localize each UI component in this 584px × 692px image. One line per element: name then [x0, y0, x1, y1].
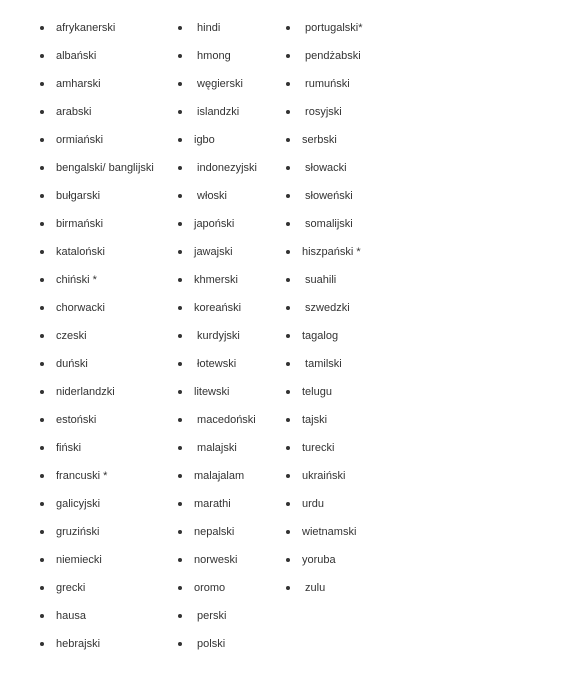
list-item — [40, 126, 154, 154]
language-name: wietnamski — [302, 526, 357, 538]
bullet-icon — [40, 334, 44, 338]
bullet-icon — [40, 222, 44, 226]
bullet-icon — [178, 474, 182, 478]
bullet-icon — [286, 278, 290, 282]
bullet-icon — [40, 110, 44, 114]
list-item — [286, 434, 363, 462]
language-name: litewski — [194, 386, 230, 398]
language-name: pendżabski — [302, 50, 361, 62]
bullet-icon — [286, 390, 290, 394]
list-item — [40, 70, 154, 98]
list-item — [178, 322, 257, 350]
bullet-icon — [286, 306, 290, 310]
bullet-icon — [40, 362, 44, 366]
list-item — [178, 406, 257, 434]
language-name: niemiecki — [56, 554, 102, 566]
language-name: słoweński — [302, 190, 353, 202]
language-name: jawajski — [194, 246, 233, 258]
bullet-icon — [286, 194, 290, 198]
bullet-icon — [178, 166, 182, 170]
bullet-icon — [40, 390, 44, 394]
bullet-icon — [178, 110, 182, 114]
list-item — [286, 14, 363, 42]
bullet-icon — [40, 26, 44, 30]
bullet-icon — [286, 54, 290, 58]
language-name: malajski — [194, 442, 237, 454]
list-item — [286, 546, 363, 574]
language-name: hiszpański * — [302, 246, 361, 258]
list-item — [178, 518, 257, 546]
bullet-icon — [178, 614, 182, 618]
bullet-icon — [40, 530, 44, 534]
bullet-icon — [40, 558, 44, 562]
language-name: bułgarski — [56, 190, 101, 202]
language-name: japoński — [194, 218, 235, 230]
language-name: gruziński — [56, 526, 100, 538]
language-column-2 — [178, 14, 257, 658]
list-item — [178, 154, 257, 182]
list-item — [286, 238, 363, 266]
list-item — [40, 378, 154, 406]
list-item — [286, 210, 363, 238]
language-name: suahili — [302, 274, 337, 286]
language-name: zulu — [302, 582, 326, 594]
list-item — [40, 14, 154, 42]
language-name: albański — [56, 50, 97, 62]
bullet-icon — [178, 82, 182, 86]
language-name: francuski * — [56, 470, 108, 482]
bullet-icon — [40, 586, 44, 590]
list-item — [286, 322, 363, 350]
bullet-icon — [40, 166, 44, 170]
language-name: ormiański — [56, 134, 104, 146]
language-name: koreański — [194, 302, 242, 314]
list-item — [40, 490, 154, 518]
bullet-icon — [178, 194, 182, 198]
language-name: birmański — [56, 218, 104, 230]
list-item — [178, 434, 257, 462]
list-item — [40, 546, 154, 574]
list-item — [40, 434, 154, 462]
language-name: kurdyjski — [194, 330, 240, 342]
bullet-icon — [286, 586, 290, 590]
bullet-icon — [40, 138, 44, 142]
language-name: estoński — [56, 414, 97, 426]
bullet-icon — [40, 250, 44, 254]
language-name: tajski — [302, 414, 328, 426]
language-name: szwedzki — [302, 302, 350, 314]
bullet-icon — [178, 642, 182, 646]
list-item — [178, 42, 257, 70]
language-name: tagalog — [302, 330, 339, 342]
language-name: włoski — [194, 190, 228, 202]
bullet-icon — [40, 446, 44, 450]
bullet-icon — [286, 250, 290, 254]
list-item — [286, 518, 363, 546]
language-name: turecki — [302, 442, 335, 454]
language-column-1 — [40, 14, 154, 658]
bullet-icon — [286, 502, 290, 506]
language-name: rosyjski — [302, 106, 342, 118]
bullet-icon — [286, 474, 290, 478]
language-name: hebrajski — [56, 638, 101, 650]
list-item — [40, 98, 154, 126]
list-item — [286, 490, 363, 518]
list-item — [286, 70, 363, 98]
language-name: marathi — [194, 498, 231, 510]
language-name: polski — [194, 638, 226, 650]
list-item — [40, 518, 154, 546]
bullet-icon — [40, 278, 44, 282]
bullet-icon — [178, 222, 182, 226]
bullet-icon — [286, 82, 290, 86]
list-item — [178, 574, 257, 602]
list-item — [178, 462, 257, 490]
list-item — [178, 182, 257, 210]
bullet-icon — [40, 614, 44, 618]
bullet-icon — [178, 558, 182, 562]
language-name: niderlandzki — [56, 386, 115, 398]
list-item — [40, 266, 154, 294]
bullet-icon — [286, 530, 290, 534]
language-name: bengalski/ banglijski — [56, 162, 154, 174]
language-name: hmong — [194, 50, 231, 62]
bullet-icon — [178, 334, 182, 338]
language-name: hindi — [194, 22, 221, 34]
list-item — [286, 574, 363, 602]
bullet-icon — [40, 54, 44, 58]
language-name: malajalam — [194, 470, 245, 482]
language-name: grecki — [56, 582, 86, 594]
list-item — [178, 490, 257, 518]
language-name: fiński — [56, 442, 82, 454]
language-name: galicyjski — [56, 498, 101, 510]
bullet-icon — [286, 222, 290, 226]
list-item — [178, 266, 257, 294]
language-name: chiński * — [56, 274, 97, 286]
bullet-icon — [286, 558, 290, 562]
bullet-icon — [178, 418, 182, 422]
language-name: nepalski — [194, 526, 235, 538]
list-item — [286, 126, 363, 154]
bullet-icon — [178, 362, 182, 366]
language-name: czeski — [56, 330, 87, 342]
bullet-icon — [286, 110, 290, 114]
bullet-icon — [178, 586, 182, 590]
language-column-3 — [286, 14, 363, 602]
language-name: hausa — [56, 610, 86, 622]
list-item — [40, 574, 154, 602]
list-item — [286, 378, 363, 406]
bullet-icon — [40, 502, 44, 506]
list-item — [178, 70, 257, 98]
language-name: khmerski — [194, 274, 239, 286]
bullet-icon — [178, 250, 182, 254]
list-item — [178, 126, 257, 154]
language-name: oromo — [194, 582, 226, 594]
bullet-icon — [40, 82, 44, 86]
bullet-icon — [40, 194, 44, 198]
bullet-icon — [40, 306, 44, 310]
bullet-icon — [178, 138, 182, 142]
list-item — [40, 238, 154, 266]
bullet-icon — [178, 54, 182, 58]
language-name: macedoński — [194, 414, 256, 426]
list-item — [178, 294, 257, 322]
language-name: urdu — [302, 498, 325, 510]
list-item — [286, 350, 363, 378]
language-name: amharski — [56, 78, 101, 90]
language-name: somalijski — [302, 218, 353, 230]
list-item — [286, 462, 363, 490]
bullet-icon — [178, 278, 182, 282]
bullet-icon — [178, 530, 182, 534]
bullet-icon — [286, 362, 290, 366]
bullet-icon — [286, 334, 290, 338]
language-name: łotewski — [194, 358, 237, 370]
language-name: chorwacki — [56, 302, 105, 314]
list-item — [40, 154, 154, 182]
bullet-icon — [178, 446, 182, 450]
bullet-icon — [40, 474, 44, 478]
list-item — [40, 350, 154, 378]
list-item — [286, 98, 363, 126]
language-name: portugalski* — [302, 22, 363, 34]
bullet-icon — [286, 26, 290, 30]
bullet-icon — [286, 166, 290, 170]
language-name: indonezyjski — [194, 162, 257, 174]
list-item — [286, 182, 363, 210]
list-item — [178, 630, 257, 658]
list-item — [178, 14, 257, 42]
language-name: tamilski — [302, 358, 342, 370]
language-name: kataloński — [56, 246, 105, 258]
language-name: ukraiński — [302, 470, 346, 482]
language-name: igbo — [194, 134, 215, 146]
bullet-icon — [286, 418, 290, 422]
language-name: słowacki — [302, 162, 347, 174]
language-name: islandzki — [194, 106, 240, 118]
list-item — [178, 546, 257, 574]
list-item — [178, 210, 257, 238]
bullet-icon — [286, 446, 290, 450]
list-item — [286, 294, 363, 322]
list-item — [286, 154, 363, 182]
list-item — [178, 238, 257, 266]
bullet-icon — [178, 26, 182, 30]
language-name: duński — [56, 358, 88, 370]
list-item — [178, 378, 257, 406]
bullet-icon — [178, 502, 182, 506]
list-item — [40, 182, 154, 210]
list-item — [40, 462, 154, 490]
list-item — [40, 406, 154, 434]
list-item — [40, 294, 154, 322]
list-item — [178, 602, 257, 630]
language-name: yoruba — [302, 554, 336, 566]
list-item — [40, 630, 154, 658]
list-item — [40, 322, 154, 350]
bullet-icon — [40, 418, 44, 422]
list-item — [40, 602, 154, 630]
language-name: serbski — [302, 134, 337, 146]
bullet-icon — [40, 642, 44, 646]
bullet-icon — [286, 138, 290, 142]
language-name: afrykanerski — [56, 22, 116, 34]
list-item — [178, 98, 257, 126]
language-name: arabski — [56, 106, 92, 118]
language-name: węgierski — [194, 78, 243, 90]
language-name: perski — [194, 610, 227, 622]
language-name: norweski — [194, 554, 238, 566]
list-item — [286, 406, 363, 434]
list-item — [40, 42, 154, 70]
list-item — [286, 266, 363, 294]
list-item — [286, 42, 363, 70]
list-item — [178, 350, 257, 378]
language-name: rumuński — [302, 78, 350, 90]
bullet-icon — [178, 306, 182, 310]
list-item — [40, 210, 154, 238]
bullet-icon — [178, 390, 182, 394]
language-name: telugu — [302, 386, 332, 398]
